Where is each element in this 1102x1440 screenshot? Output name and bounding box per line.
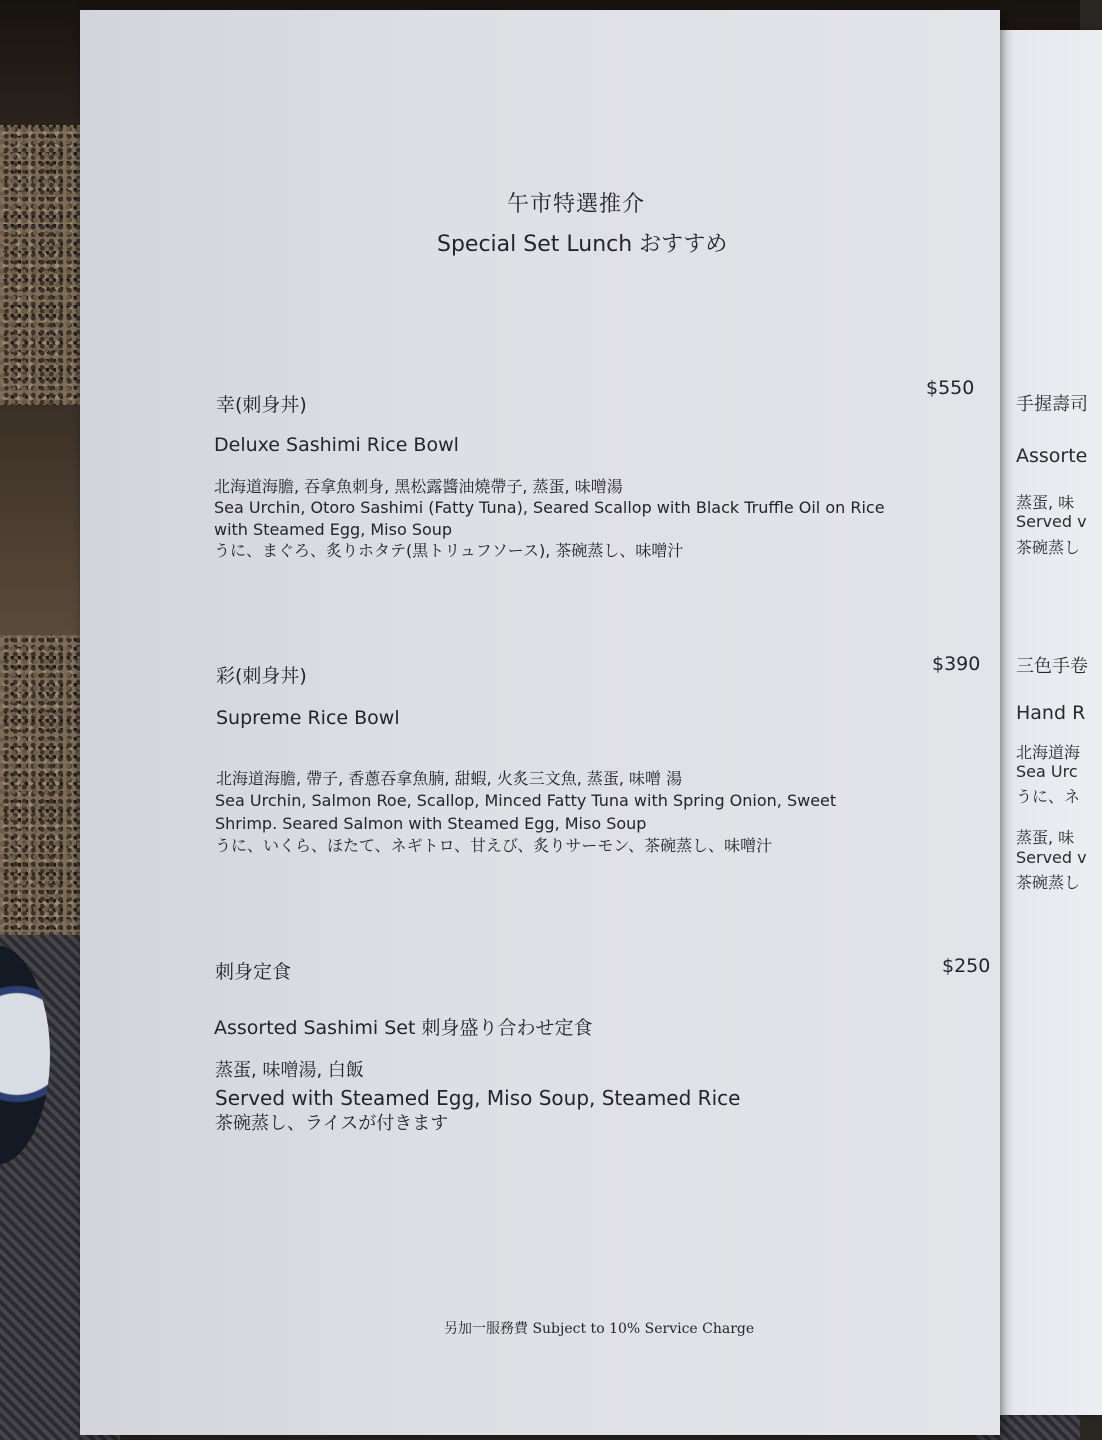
item-price: $550 — [926, 377, 975, 399]
fragment-text: うに、ネ — [1016, 787, 1081, 806]
fragment-text: Served v — [1016, 512, 1087, 531]
item-price: $250 — [942, 955, 991, 977]
fragment-text: 蒸蛋, 味 — [1016, 828, 1075, 847]
item-description-japanese: うに、いくら、ほたて、ネギトロ、甘えび、炙りサーモン、茶碗蒸し、味噌汁 — [215, 836, 773, 855]
item-description-english: with Steamed Egg, Miso Soup — [214, 520, 453, 539]
item-name-chinese: 彩(刺身丼) — [216, 665, 307, 687]
fragment-text: Assorte — [1016, 445, 1088, 467]
item-price: $390 — [932, 653, 981, 675]
fragment-text: 茶碗蒸し — [1016, 873, 1081, 892]
item-description-english: Sea Urchin, Salmon Roe, Scallop, Minced Fatty Tuna with Spring Onion, Sweet — [215, 791, 837, 810]
item-name-english: Supreme Rice Bowl — [216, 707, 400, 729]
fragment-text: 北海道海 — [1016, 743, 1081, 762]
fragment-text: 茶碗蒸し — [1016, 538, 1081, 557]
item-description-japanese: 茶碗蒸し、ライスが付きます — [215, 1113, 449, 1134]
item-description-english: Shrimp. Seared Salmon with Steamed Egg, Miso Soup — [215, 814, 647, 833]
item-description-chinese: 北海道海膽, 帶子, 香蔥吞拿魚腩, 甜蝦, 火炙三文魚, 蒸蛋, 味噌 湯 — [216, 769, 683, 788]
fragment-text: Sea Urc — [1016, 762, 1078, 781]
service-charge-note: 另加一服務費 Subject to 10% Service Charge — [444, 1321, 755, 1337]
item-description-english: Served with Steamed Egg, Miso Soup, Steamed Rice — [215, 1086, 741, 1110]
menu-page — [80, 10, 1000, 1435]
item-description-japanese: うに、まぐろ、炙りホタテ(黒トリュフソース), 茶碗蒸し、味噌汁 — [214, 541, 684, 560]
item-description-chinese: 北海道海膽, 吞拿魚刺身, 黑松露醬油燒帶子, 蒸蛋, 味噌湯 — [214, 477, 623, 496]
fragment-text: 三色手卷 — [1016, 656, 1088, 677]
item-name-english: Assorted Sashimi Set 刺身盛り合わせ定食 — [214, 1017, 593, 1039]
fragment-text: 蒸蛋, 味 — [1016, 493, 1075, 512]
fragment-text: Hand R — [1016, 702, 1086, 724]
item-name-chinese: 幸(刺身丼) — [216, 394, 307, 416]
item-name-chinese: 刺身定食 — [215, 961, 292, 983]
fragment-text: Served v — [1016, 848, 1087, 867]
item-description-english: Sea Urchin, Otoro Sashimi (Fatty Tuna), Seared Scallop with Black Truffle Oil on Rice — [214, 498, 885, 517]
menu-title-chinese: 午市特選推介 — [507, 192, 646, 217]
item-description-chinese: 蒸蛋, 味噌湯, 白飯 — [215, 1060, 364, 1081]
menu-title-english: Special Set Lunch おすすめ — [437, 232, 728, 257]
item-name-english: Deluxe Sashimi Rice Bowl — [214, 434, 459, 456]
fragment-text: 手握壽司 — [1016, 394, 1088, 415]
